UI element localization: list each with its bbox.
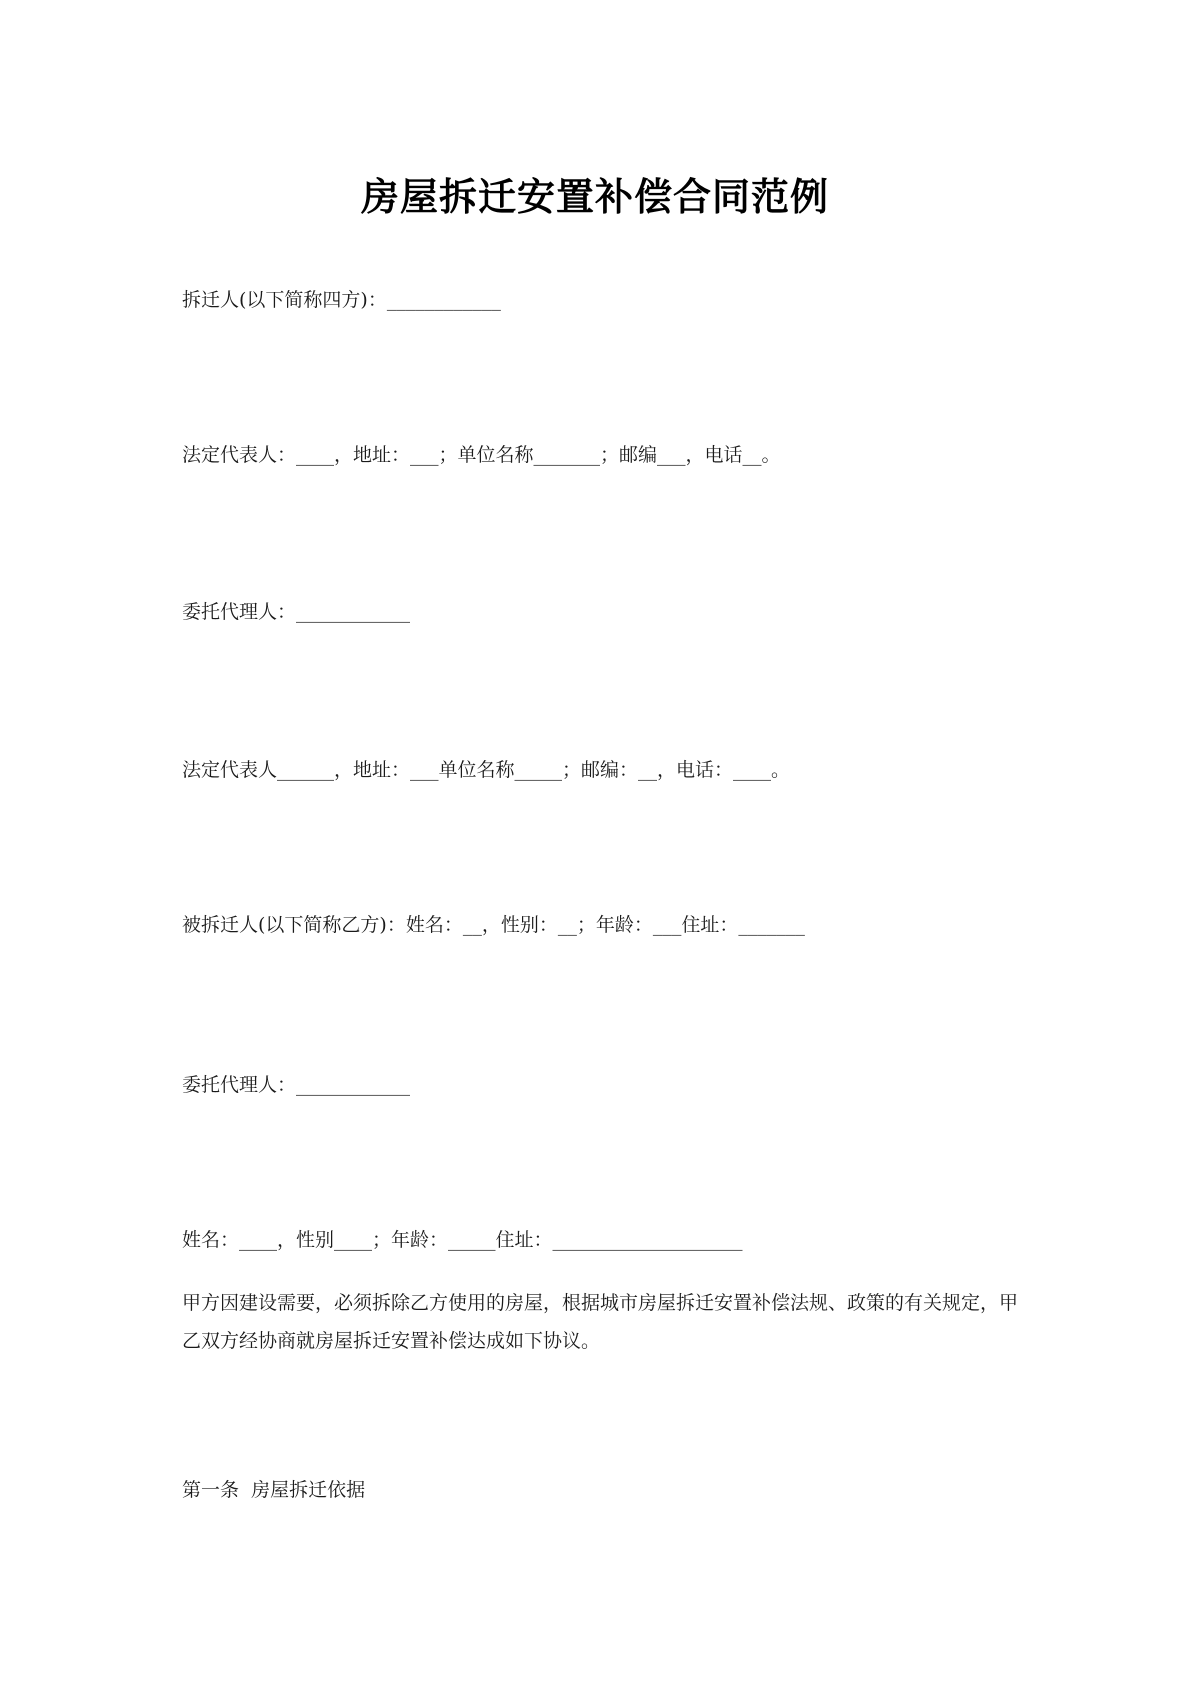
- legal-representative-line-2: 法定代表人______，地址：___单位名称_____；邮编：__，电话：____。: [182, 759, 791, 781]
- party-b-line: 被拆迁人(以下简称乙方)：姓名：__，性别：__；年龄：___住址：_______: [182, 914, 805, 936]
- preamble-paragraph: 甲方因建设需要，必须拆除乙方使用的房屋，根据城市房屋拆迁安置补偿法规、政策的有关规定，甲乙双方经协商就房屋拆迁安置补偿达成如下协议。: [182, 1292, 1019, 1352]
- agent-line: 委托代理人：____________: [182, 601, 411, 623]
- legal-representative-line: 法定代表人：____，地址：___；单位名称_______；邮编___，电话__。: [182, 444, 781, 466]
- agent-line-2: 委托代理人：____________: [182, 1074, 411, 1096]
- demolisher-line: 拆迁人(以下简称四方)：____________: [182, 289, 501, 311]
- personal-info-line: 姓名：____，性别____；年龄：_____住址：____________________: [182, 1229, 743, 1251]
- document-title: 房屋拆迁安置补偿合同范例: [360, 174, 829, 219]
- article-1-heading: 第一条 房屋拆迁依据: [182, 1479, 366, 1501]
